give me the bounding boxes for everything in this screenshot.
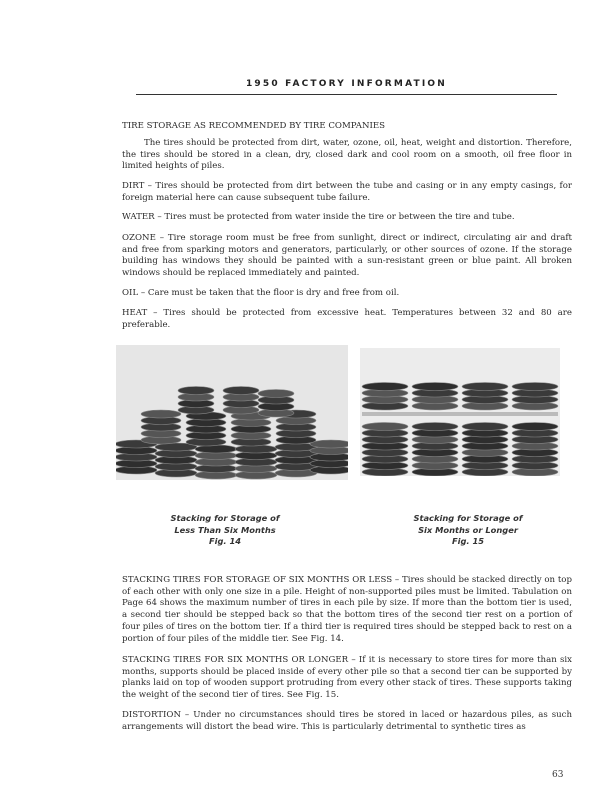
tire <box>462 423 508 431</box>
caption-line: Stacking for Storage of <box>413 513 523 523</box>
section-title: TIRE STORAGE AS RECOMMENDED BY TIRE COMPANIES <box>122 121 386 131</box>
tire <box>195 445 237 453</box>
paragraph-stacking-less: STACKING TIRES FOR STORAGE OF SIX MONTHS OR LESS – Tires should be stacked directly on top of each other with only one size in a pile. Height of non-supported piles must be limited. Tabulation on Page 64 shows the maximum number of tires in each pile by size. If more than the bottom tier is used, a second tier should be stepped back so that the bottom tires of the second tier rest on a portion of four piles of tires on the bottom tier. If a third tier is required tires should be stepped back to rest on a portion of four piles of the middle tier. See Fig. 14. <box>122 575 572 644</box>
caption-line: Six Months or Longer <box>418 524 518 535</box>
page-number: 63 <box>552 770 564 780</box>
tire <box>512 423 558 431</box>
tire <box>362 383 408 391</box>
paragraph-oil: OIL – Care must be taken that the floor is dry and free from oil. <box>122 288 400 298</box>
figure-14-tire-pyramid-photo <box>116 345 348 480</box>
header-rule <box>136 94 557 95</box>
paragraph-stacking-longer: STACKING TIRES FOR SIX MONTHS OR LONGER – If it is necessary to store tires for more than six months, supports should be placed inside of every other pile so that a second tier can be supported by planks laid on top of wooden support protruding from every other stack of tires. These supports taking the weight of the second tier of tires. See Fig. 15. <box>122 655 572 701</box>
page-header: 1950 FACTORY INFORMATION <box>245 79 448 89</box>
plank <box>362 412 558 416</box>
figure-label: Fig. 15 <box>451 536 485 546</box>
paragraph-heat: HEAT – Tires should be protected from excessive heat. Temperatures between 32 and 80 are preferable. <box>122 308 572 330</box>
caption-line: Stacking for Storage of <box>170 513 280 523</box>
paragraph-ozone: OZONE – Tire storage room must be free from sunlight, direct or indirect, circulating air and draft and free from sparking motors and generators, particularly, or other sources of ozone. If the storage building has windows they should be painted with a sun-resistant green or blue paint. All broken windows should be replaced immediately and painted. <box>122 233 572 279</box>
tire <box>512 383 558 391</box>
paragraph-distortion: DISTORTION – Under no circumstances should tires be stored in laced or hazardous piles, as such arrangements will distort the bead wire. This is particularly detrimental to synthetic tires as <box>122 710 572 732</box>
tire <box>223 387 259 395</box>
tire <box>141 410 181 418</box>
figure-15-caption <box>378 513 558 548</box>
tire <box>462 383 508 391</box>
tire <box>235 445 277 453</box>
caption-line: Less Than Six Months <box>174 524 276 535</box>
tire <box>412 423 458 431</box>
tire <box>310 440 348 448</box>
tire <box>362 423 408 431</box>
paragraph-dirt: DIRT – Tires should be protected from dirt between the tube and casing or in any empty casings, for foreign material here can cause subsequent tube failure. <box>122 181 572 203</box>
tire <box>412 383 458 391</box>
figure-14-caption <box>135 513 315 548</box>
paragraph-intro: The tires should be protected from dirt, water, ozone, oil, heat, weight and distortion. Therefore, the tires should be stored in a clean, dry, closed dark and cool room on a smooth, oil free floor in limited heights of piles. <box>122 138 572 172</box>
paragraph-water: WATER – Tires must be protected from water inside the tire or between the tire and tube. <box>122 212 515 222</box>
figure-15-supported-tire-stacks-photo <box>360 348 560 476</box>
tire <box>178 387 214 395</box>
figure-label: Fig. 14 <box>208 536 242 546</box>
tire <box>258 390 294 398</box>
